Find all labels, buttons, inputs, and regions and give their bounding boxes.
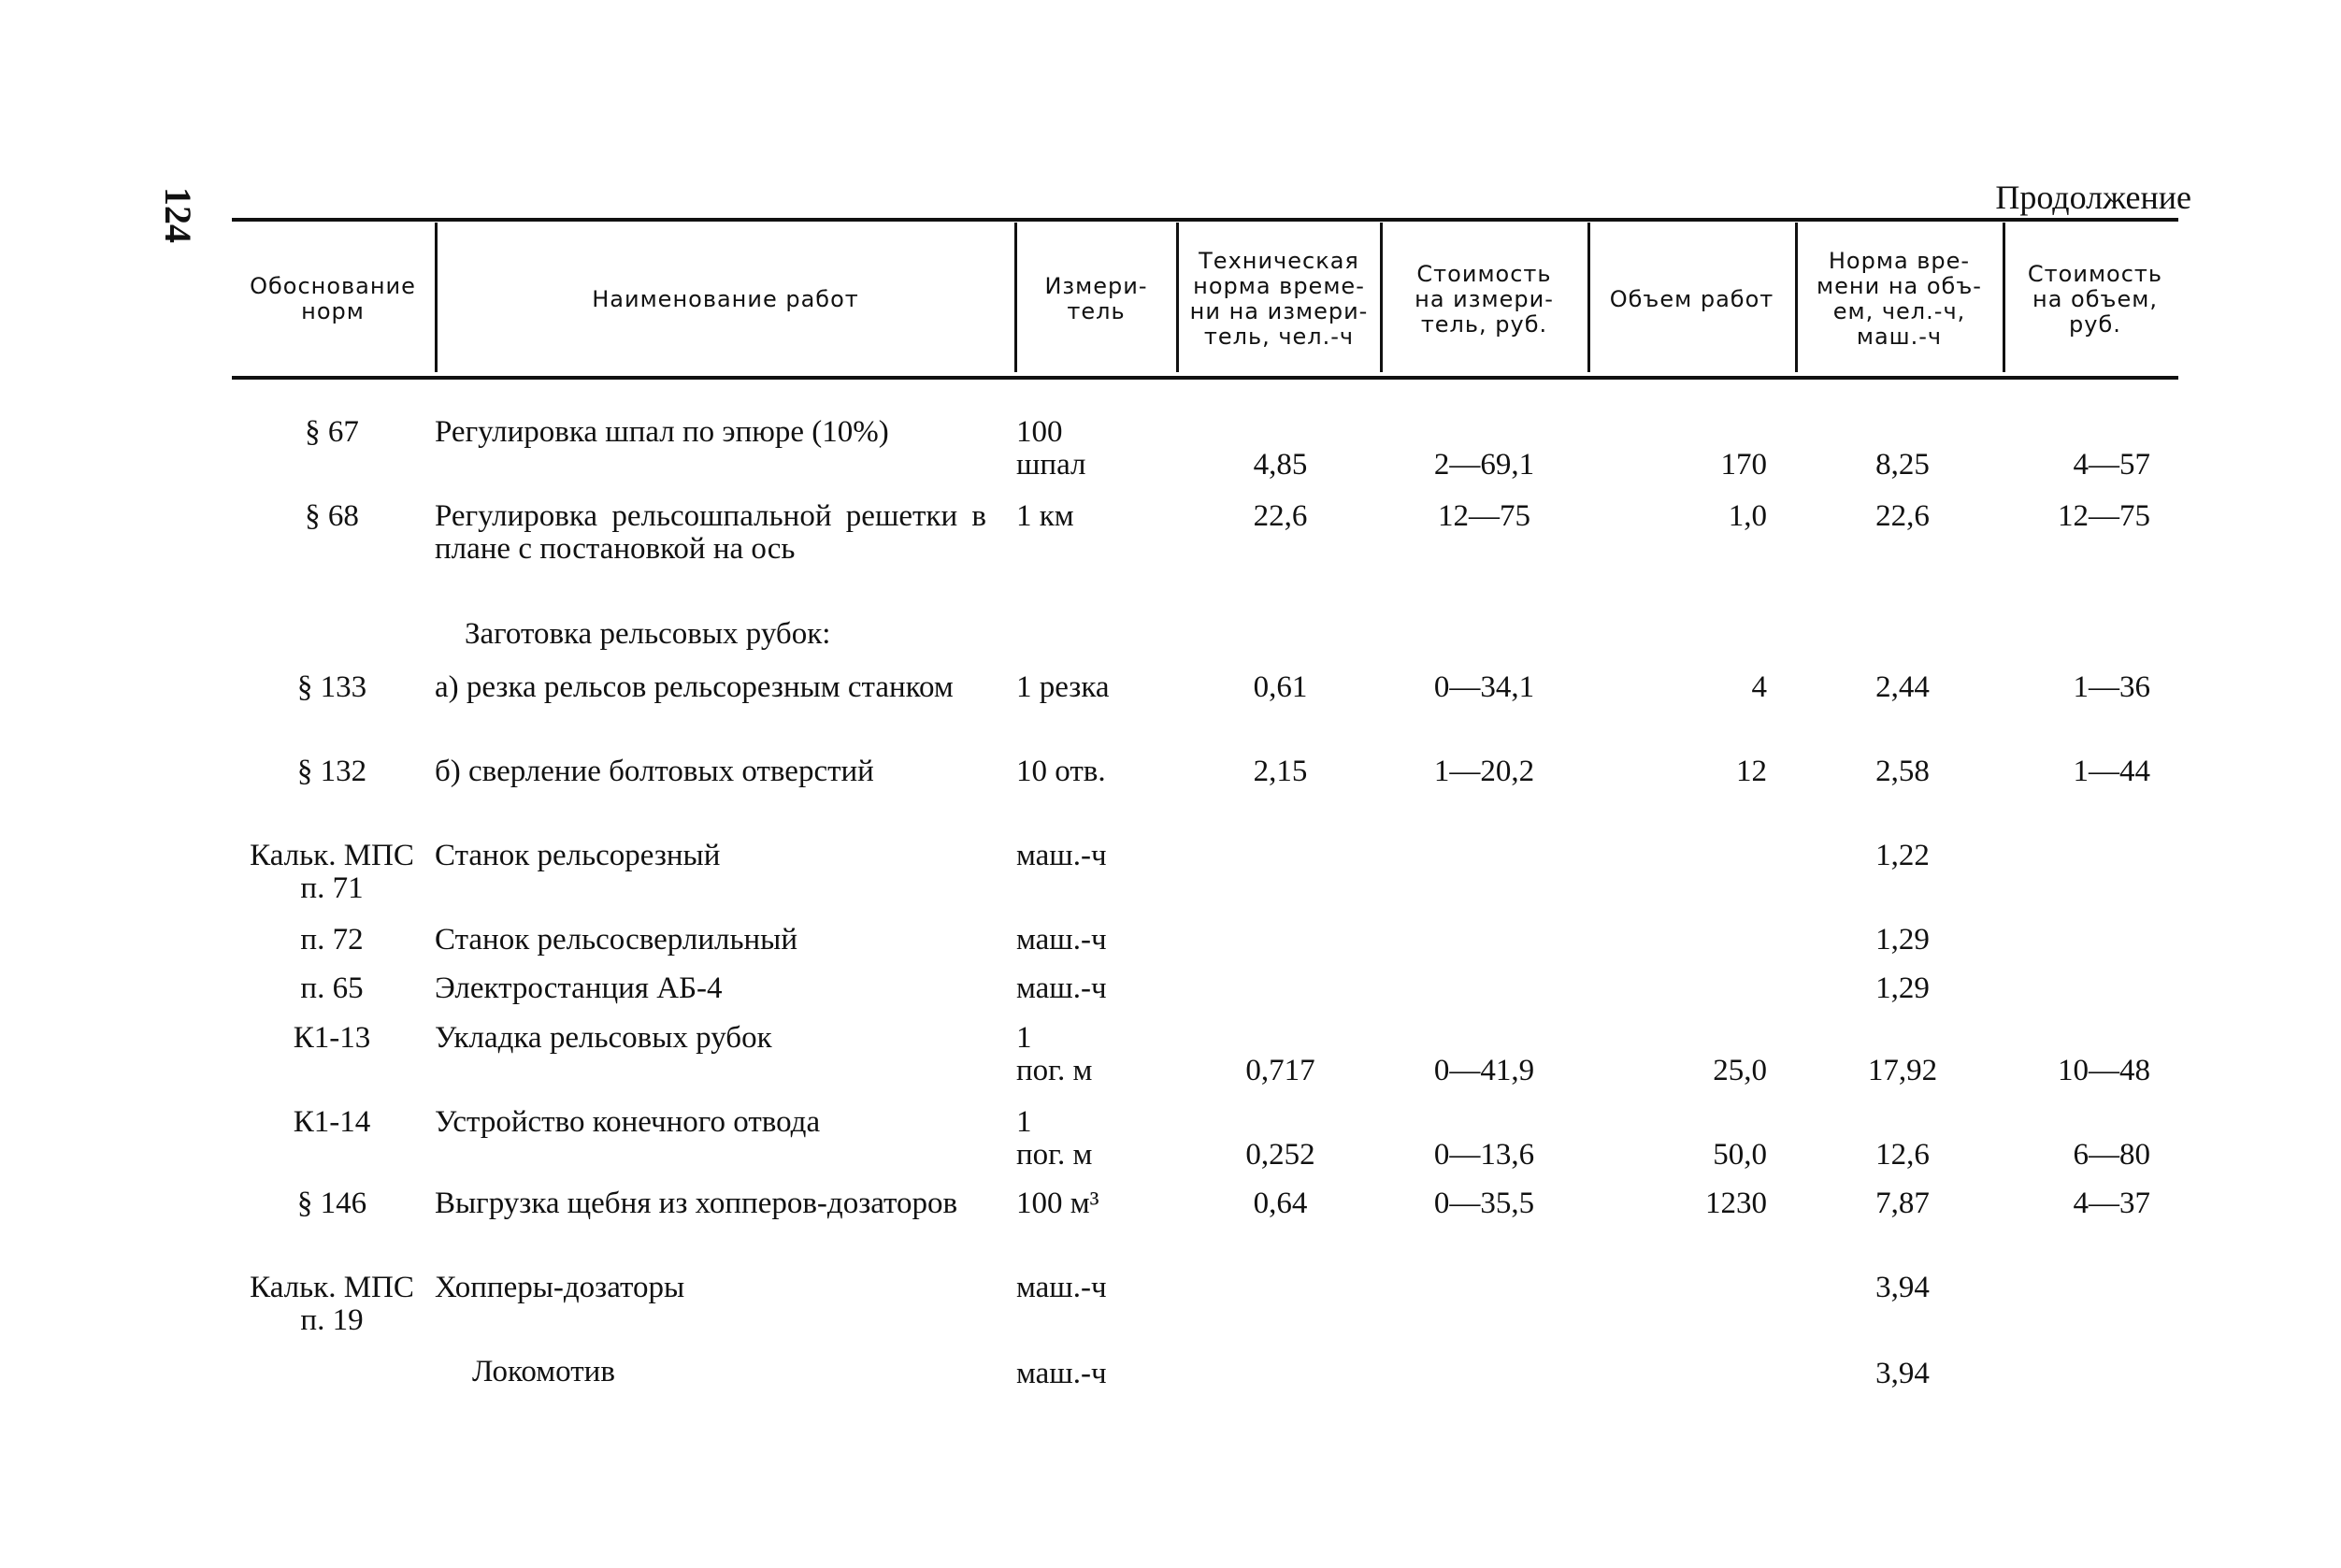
- header-tech-norm: Техническая норма време- ни на измери- тель, чел.-ч: [1189, 248, 1369, 350]
- row-basis: К1-14: [293, 1105, 371, 1139]
- row-meter: маш.-ч: [1016, 923, 1107, 957]
- column-divider: [435, 223, 438, 372]
- header-volume: Объем работ: [1609, 285, 1774, 312]
- row-norm: 22,6: [1875, 499, 1930, 533]
- column-divider: [1380, 223, 1383, 372]
- column-divider: [1176, 223, 1179, 372]
- row-name: Локомотив: [472, 1355, 615, 1388]
- page-number: 124: [157, 187, 199, 243]
- row-volume: 4: [1751, 670, 1767, 704]
- row-norm: 2,44: [1875, 670, 1930, 704]
- row-volume: 25,0: [1713, 1054, 1767, 1087]
- row-norm: 1,29: [1875, 923, 1930, 957]
- row-norm: 3,94: [1875, 1271, 1930, 1304]
- row-norm: 1,29: [1875, 971, 1930, 1005]
- row-total: 6—80: [2073, 1138, 2150, 1172]
- header-name: Наименование работ: [592, 285, 859, 312]
- row-norm: 12,6: [1875, 1138, 1930, 1172]
- row-tech: 2,15: [1253, 755, 1308, 788]
- row-basis: п. 72: [300, 923, 364, 957]
- header-cost-per-meter: Стоимость на измери- тель, руб.: [1415, 260, 1554, 338]
- row-name: Электростанция АБ-4: [435, 971, 723, 1005]
- row-name: Укладка рельсовых рубок: [435, 1021, 772, 1055]
- row-total: 12—75: [2058, 499, 2150, 533]
- row-cost: 0—41,9: [1433, 1054, 1535, 1087]
- row-total: 1—36: [2073, 670, 2150, 704]
- section-heading: Заготовка рельсовых рубок:: [465, 617, 831, 651]
- row-cost: 2—69,1: [1433, 448, 1535, 482]
- row-meter: маш.-ч: [1016, 1357, 1107, 1390]
- column-divider: [1587, 223, 1590, 372]
- row-basis: § 133: [296, 670, 367, 704]
- row-cost: 0—13,6: [1433, 1138, 1535, 1172]
- row-cost: 0—35,5: [1433, 1187, 1535, 1220]
- row-total: 4—37: [2073, 1187, 2150, 1220]
- row-name: Станок рельсорезный: [435, 839, 721, 872]
- row-basis: п. 65: [300, 971, 364, 1005]
- row-volume: 50,0: [1713, 1138, 1767, 1172]
- continuation-label: Продолжение: [1995, 179, 2191, 216]
- row-meter: 1 резка: [1016, 670, 1110, 704]
- row-total: 10—48: [2058, 1054, 2150, 1087]
- row-cost: 1—20,2: [1433, 755, 1535, 788]
- row-volume: 1230: [1705, 1187, 1767, 1220]
- row-tech: 0,64: [1253, 1187, 1308, 1220]
- row-name: Выгрузка щебня из хопперов-дозаторов: [435, 1187, 958, 1220]
- row-name: Устройство конечного отвода: [435, 1105, 821, 1139]
- row-basis: § 146: [296, 1187, 367, 1220]
- row-name: Регулировка рельсошпальной решетки в плане с постановкой на ось: [435, 499, 986, 566]
- row-basis: § 132: [296, 755, 367, 788]
- row-basis: § 68: [305, 499, 359, 533]
- row-tech: 0,61: [1253, 670, 1308, 704]
- row-volume: 170: [1720, 448, 1767, 482]
- row-name: Станок рельсосверлильный: [435, 923, 798, 957]
- column-divider: [1014, 223, 1017, 372]
- header-cost-volume: Стоимость на объем, руб.: [2027, 260, 2163, 338]
- row-meter: маш.-ч: [1016, 971, 1107, 1005]
- row-meter: маш.-ч: [1016, 1271, 1107, 1304]
- row-basis: Кальк. МПС п. 71: [250, 839, 414, 905]
- row-meter: 10 отв.: [1016, 755, 1106, 788]
- row-total: 1—44: [2073, 755, 2150, 788]
- header-basis: Обоснование норм: [250, 273, 416, 324]
- row-meter: 1 км: [1016, 499, 1074, 533]
- row-basis: К1-13: [293, 1021, 371, 1055]
- row-meter: 100 м³: [1016, 1187, 1099, 1220]
- row-tech: 4,85: [1253, 448, 1308, 482]
- row-tech: 0,717: [1245, 1054, 1315, 1087]
- row-basis: Кальк. МПС п. 19: [250, 1271, 414, 1337]
- row-volume: 1,0: [1728, 499, 1767, 533]
- row-norm: 7,87: [1875, 1187, 1930, 1220]
- row-norm: 3,94: [1875, 1357, 1930, 1390]
- row-norm: 2,58: [1875, 755, 1930, 788]
- column-divider: [2003, 223, 2005, 372]
- column-divider: [1795, 223, 1798, 372]
- row-cost: 12—75: [1438, 499, 1530, 533]
- row-basis: § 67: [305, 415, 359, 449]
- row-cost: 0—34,1: [1433, 670, 1535, 704]
- row-norm: 17,92: [1867, 1054, 1938, 1087]
- row-total: 4—57: [2073, 448, 2150, 482]
- table-header-rule: [232, 376, 2178, 380]
- row-volume: 12: [1736, 755, 1767, 788]
- row-name: Регулировка шпал по эпюре (10%): [435, 415, 889, 449]
- row-name: а) резка рельсов рельсорезным станком: [435, 670, 954, 704]
- row-meter: маш.-ч: [1016, 839, 1107, 872]
- row-norm: 8,25: [1875, 448, 1930, 482]
- table-top-rule: [232, 218, 2178, 222]
- row-meter: 100 шпал: [1016, 415, 1086, 482]
- row-norm: 1,22: [1875, 839, 1930, 872]
- row-meter: 1 пог. м: [1016, 1105, 1093, 1172]
- row-name: б) сверление болтовых отверстий: [435, 755, 874, 788]
- header-meter: Измери- тель: [1044, 273, 1148, 324]
- row-tech: 22,6: [1253, 499, 1308, 533]
- row-meter: 1 пог. м: [1016, 1021, 1093, 1087]
- row-tech: 0,252: [1245, 1138, 1315, 1172]
- header-norm-volume: Норма вре- мени на объ- ем, чел.-ч, маш.-ч: [1817, 248, 1982, 350]
- row-name: Хопперы-дозаторы: [435, 1271, 685, 1304]
